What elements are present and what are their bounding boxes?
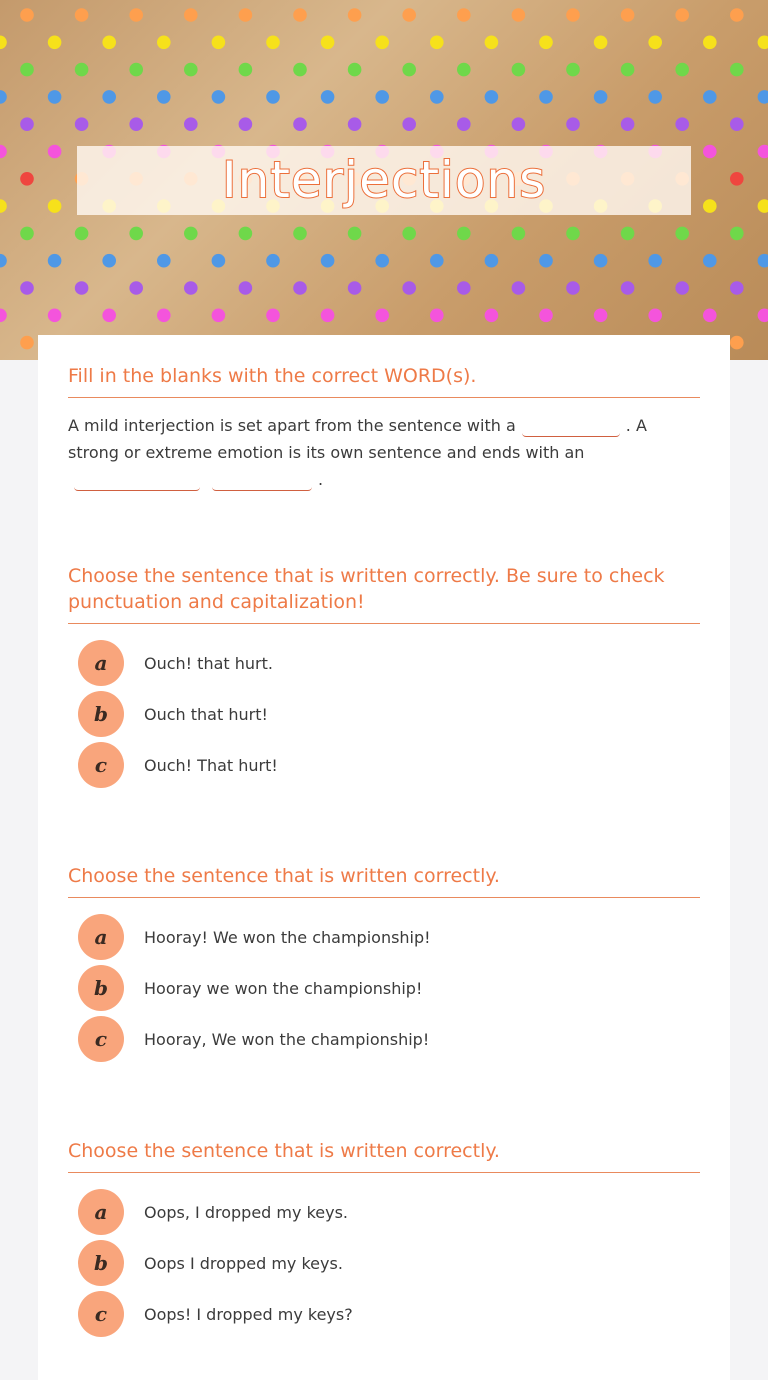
polka-dot bbox=[402, 63, 416, 77]
polka-dot bbox=[239, 117, 253, 131]
polka-dot bbox=[212, 36, 226, 50]
polka-dot bbox=[266, 90, 280, 104]
polka-dot bbox=[48, 199, 62, 213]
polka-dot bbox=[0, 309, 7, 323]
polka-dot bbox=[184, 281, 198, 295]
polka-dot bbox=[293, 117, 307, 131]
polka-dot bbox=[321, 309, 335, 323]
polka-dot bbox=[375, 90, 389, 104]
answer-option-b[interactable] bbox=[68, 1240, 700, 1286]
option-letter-badge: b bbox=[78, 1240, 124, 1286]
polka-dot bbox=[402, 227, 416, 241]
polka-dot bbox=[157, 90, 171, 104]
polka-dot bbox=[239, 8, 253, 22]
polka-dot bbox=[648, 90, 662, 104]
polka-dot bbox=[566, 227, 580, 241]
answer-option-c[interactable] bbox=[68, 742, 700, 788]
answer-option-b[interactable] bbox=[68, 691, 700, 737]
polka-dot bbox=[321, 90, 335, 104]
polka-dot bbox=[348, 63, 362, 77]
option-text: Hooray! We won the championship! bbox=[144, 927, 431, 947]
polka-dot bbox=[0, 36, 7, 50]
polka-dot bbox=[293, 63, 307, 77]
polka-dot bbox=[512, 281, 526, 295]
header-banner bbox=[0, 0, 768, 360]
polka-dot bbox=[212, 309, 226, 323]
polka-dot bbox=[566, 63, 580, 77]
polka-dot bbox=[539, 90, 553, 104]
polka-dot bbox=[730, 281, 744, 295]
blank-input-1[interactable] bbox=[522, 416, 620, 437]
polka-dot bbox=[621, 8, 635, 22]
polka-dot bbox=[157, 254, 171, 268]
polka-dot bbox=[485, 90, 499, 104]
option-text: Ouch! That hurt! bbox=[144, 755, 278, 775]
answer-options bbox=[68, 914, 700, 1062]
fill-text-part: . bbox=[318, 470, 324, 489]
option-letter-badge: c bbox=[78, 1291, 124, 1337]
polka-dot bbox=[648, 309, 662, 323]
option-letter-badge: c bbox=[78, 1016, 124, 1062]
polka-dot bbox=[184, 117, 198, 131]
polka-dot bbox=[594, 254, 608, 268]
fill-text-part: . A strong or extreme emotion is its own sentence and ends with an bbox=[68, 416, 647, 462]
polka-dot bbox=[703, 199, 717, 213]
polka-dot bbox=[648, 36, 662, 50]
polka-dot bbox=[730, 117, 744, 131]
polka-dot bbox=[703, 145, 717, 159]
polka-dot bbox=[129, 117, 143, 131]
answer-option-a[interactable] bbox=[68, 914, 700, 960]
polka-dot bbox=[157, 36, 171, 50]
polka-dot bbox=[102, 254, 116, 268]
polka-dot bbox=[457, 8, 471, 22]
polka-dot bbox=[184, 227, 198, 241]
polka-dot bbox=[758, 90, 768, 104]
polka-dot bbox=[20, 227, 34, 241]
polka-dot bbox=[402, 281, 416, 295]
polka-dot bbox=[129, 281, 143, 295]
polka-dot bbox=[675, 227, 689, 241]
page-title: Interjections bbox=[221, 150, 547, 209]
polka-dot bbox=[321, 254, 335, 268]
polka-dot bbox=[266, 254, 280, 268]
option-text: Oops, I dropped my keys. bbox=[144, 1202, 348, 1222]
polka-dot bbox=[730, 336, 744, 350]
option-text: Hooray, We won the championship! bbox=[144, 1029, 430, 1049]
polka-dot bbox=[348, 227, 362, 241]
option-letter-badge: a bbox=[78, 640, 124, 686]
option-text: Ouch! that hurt. bbox=[144, 653, 273, 673]
option-letter-badge: c bbox=[78, 742, 124, 788]
polka-dot bbox=[594, 90, 608, 104]
polka-dot bbox=[348, 281, 362, 295]
question-multiple-choice bbox=[68, 1138, 700, 1342]
polka-dot bbox=[758, 145, 768, 159]
polka-dot bbox=[457, 63, 471, 77]
polka-dot bbox=[157, 309, 171, 323]
option-letter-badge: b bbox=[78, 965, 124, 1011]
polka-dot bbox=[485, 36, 499, 50]
question-prompt: Choose the sentence that is written correctly. Be sure to check punctuation and capitalization! bbox=[68, 563, 700, 624]
option-text: Oops! I dropped my keys? bbox=[144, 1304, 353, 1324]
polka-dot bbox=[539, 309, 553, 323]
polka-dot bbox=[129, 63, 143, 77]
polka-dot bbox=[102, 36, 116, 50]
polka-dot bbox=[621, 117, 635, 131]
polka-dot bbox=[539, 254, 553, 268]
option-text: Oops I dropped my keys. bbox=[144, 1253, 343, 1273]
polka-dot bbox=[621, 63, 635, 77]
polka-dot bbox=[675, 8, 689, 22]
answer-options bbox=[68, 640, 700, 788]
polka-dot bbox=[703, 90, 717, 104]
polka-dot bbox=[566, 8, 580, 22]
polka-dot bbox=[0, 90, 7, 104]
polka-dot bbox=[457, 281, 471, 295]
option-letter-badge: b bbox=[78, 691, 124, 737]
answer-option-a[interactable] bbox=[68, 1189, 700, 1235]
polka-dot bbox=[430, 309, 444, 323]
polka-dot bbox=[730, 63, 744, 77]
polka-dot bbox=[402, 117, 416, 131]
polka-dot bbox=[512, 227, 526, 241]
question-fill-blanks bbox=[68, 363, 700, 493]
polka-dot bbox=[293, 227, 307, 241]
polka-dot bbox=[48, 90, 62, 104]
polka-dot bbox=[375, 36, 389, 50]
polka-dot bbox=[48, 36, 62, 50]
polka-dot bbox=[539, 36, 553, 50]
polka-dot bbox=[566, 117, 580, 131]
polka-dot bbox=[75, 117, 89, 131]
polka-dot bbox=[212, 254, 226, 268]
polka-dot bbox=[293, 281, 307, 295]
answer-option-c[interactable] bbox=[68, 1291, 700, 1337]
polka-dot bbox=[266, 36, 280, 50]
polka-dot bbox=[102, 309, 116, 323]
polka-dot bbox=[20, 281, 34, 295]
answer-option-c[interactable] bbox=[68, 1016, 700, 1062]
question-multiple-choice bbox=[68, 863, 700, 1067]
polka-dot bbox=[212, 90, 226, 104]
polka-dot bbox=[675, 117, 689, 131]
polka-dot bbox=[20, 117, 34, 131]
polka-dot bbox=[648, 254, 662, 268]
fill-text-part: A mild interjection is set apart from the sentence with a bbox=[68, 416, 516, 435]
question-prompt: Choose the sentence that is written correctly. bbox=[68, 1138, 700, 1173]
polka-dot bbox=[75, 8, 89, 22]
fill-in-text bbox=[68, 412, 700, 493]
polka-dot bbox=[430, 254, 444, 268]
answer-option-b[interactable] bbox=[68, 965, 700, 1011]
polka-dot bbox=[239, 281, 253, 295]
option-letter-badge: a bbox=[78, 914, 124, 960]
polka-dot bbox=[566, 281, 580, 295]
polka-dot bbox=[430, 90, 444, 104]
polka-dot bbox=[20, 336, 34, 350]
polka-dot bbox=[48, 254, 62, 268]
title-box bbox=[77, 146, 691, 215]
polka-dot bbox=[485, 254, 499, 268]
polka-dot bbox=[20, 8, 34, 22]
polka-dot bbox=[129, 8, 143, 22]
polka-dot bbox=[621, 281, 635, 295]
polka-dot bbox=[675, 63, 689, 77]
polka-dot bbox=[457, 117, 471, 131]
polka-dot bbox=[758, 199, 768, 213]
polka-dot bbox=[485, 309, 499, 323]
polka-dot bbox=[239, 63, 253, 77]
blank-input-3[interactable] bbox=[212, 470, 312, 491]
polka-dot bbox=[184, 8, 198, 22]
polka-dot bbox=[457, 227, 471, 241]
polka-dot bbox=[184, 63, 198, 77]
polka-dot bbox=[348, 117, 362, 131]
polka-dot bbox=[102, 90, 116, 104]
question-prompt: Fill in the blanks with the correct WORD(s). bbox=[68, 363, 700, 398]
polka-dot bbox=[758, 254, 768, 268]
polka-dot bbox=[512, 8, 526, 22]
polka-dot bbox=[348, 8, 362, 22]
polka-dot bbox=[512, 117, 526, 131]
polka-dot bbox=[594, 36, 608, 50]
polka-dot bbox=[293, 8, 307, 22]
polka-dot bbox=[512, 63, 526, 77]
polka-dot bbox=[0, 254, 7, 268]
polka-dot bbox=[75, 227, 89, 241]
polka-dot bbox=[239, 227, 253, 241]
polka-dot bbox=[430, 36, 444, 50]
polka-dot bbox=[703, 309, 717, 323]
polka-dot bbox=[758, 309, 768, 323]
answer-option-a[interactable] bbox=[68, 640, 700, 686]
polka-dot bbox=[48, 309, 62, 323]
polka-dot bbox=[20, 172, 34, 186]
worksheet bbox=[38, 335, 730, 1380]
polka-dot bbox=[675, 281, 689, 295]
polka-dot bbox=[594, 309, 608, 323]
polka-dot bbox=[758, 36, 768, 50]
polka-dot bbox=[402, 8, 416, 22]
answer-options bbox=[68, 1189, 700, 1337]
option-letter-badge: a bbox=[78, 1189, 124, 1235]
polka-dot bbox=[730, 227, 744, 241]
option-text: Hooray we won the championship! bbox=[144, 978, 423, 998]
polka-dot bbox=[129, 227, 143, 241]
question-prompt: Choose the sentence that is written correctly. bbox=[68, 863, 700, 898]
blank-input-2[interactable] bbox=[74, 470, 200, 491]
polka-dot bbox=[0, 145, 7, 159]
option-text: Ouch that hurt! bbox=[144, 704, 268, 724]
polka-dot bbox=[0, 199, 7, 213]
polka-dot bbox=[266, 309, 280, 323]
polka-dot bbox=[321, 36, 335, 50]
polka-dot bbox=[375, 254, 389, 268]
polka-dot bbox=[375, 309, 389, 323]
polka-dot bbox=[703, 36, 717, 50]
polka-dot bbox=[75, 63, 89, 77]
polka-dot bbox=[703, 254, 717, 268]
question-multiple-choice bbox=[68, 563, 700, 793]
polka-dot bbox=[48, 145, 62, 159]
polka-dot bbox=[20, 63, 34, 77]
polka-dot bbox=[730, 8, 744, 22]
polka-dot bbox=[730, 172, 744, 186]
polka-dot bbox=[75, 281, 89, 295]
polka-dot bbox=[621, 227, 635, 241]
